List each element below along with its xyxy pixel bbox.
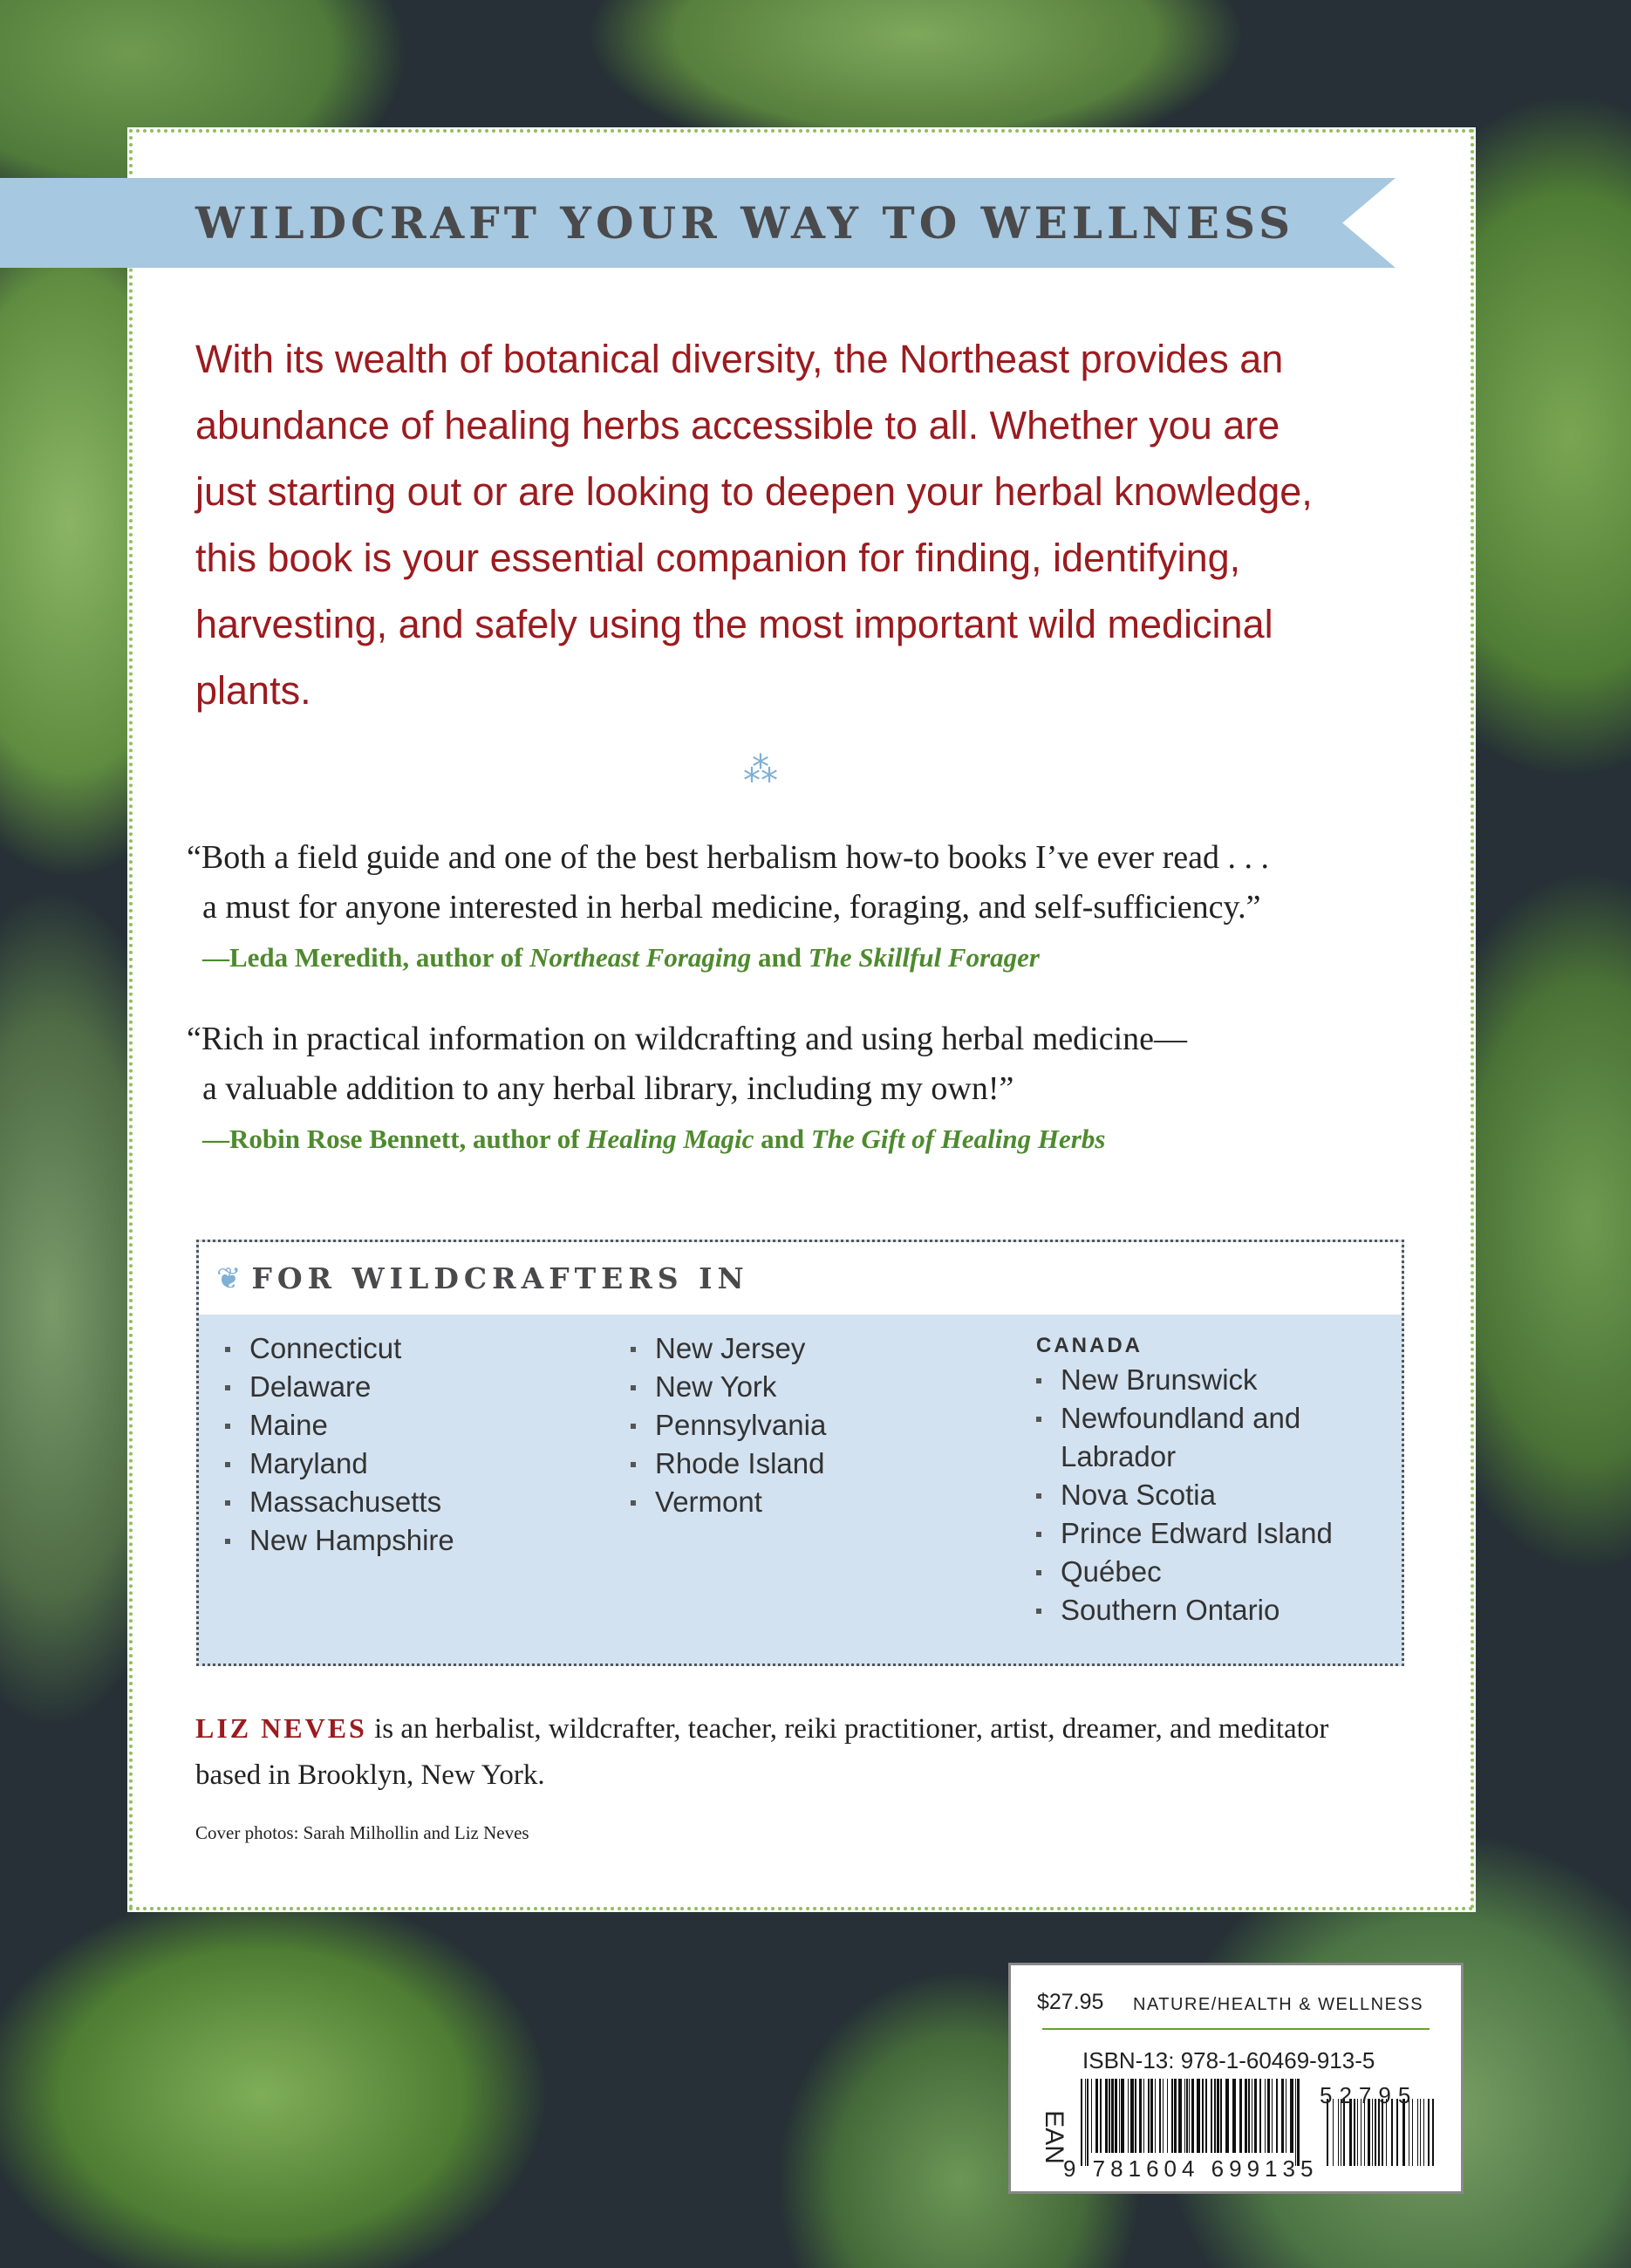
region-item: Rhode Island bbox=[631, 1445, 826, 1483]
barcode-bar bbox=[1178, 2079, 1182, 2153]
bio-text: is an herbalist, wildcrafter, teacher, reiki practitioner, artist, dreamer, and meditator based in Brooklyn, New York. bbox=[195, 1713, 1329, 1791]
barcode-bar bbox=[1139, 2079, 1142, 2153]
region-item: Nova Scotia bbox=[1036, 1476, 1333, 1514]
addon-bar bbox=[1428, 2099, 1430, 2166]
barcode-bar bbox=[1295, 2079, 1296, 2166]
region-item: Massachusetts bbox=[225, 1483, 454, 1521]
barcode-bar bbox=[1211, 2079, 1212, 2153]
barcode-bar bbox=[1297, 2079, 1300, 2166]
barcode-bar bbox=[1087, 2079, 1088, 2166]
region-item: Prince Edward Island bbox=[1036, 1514, 1333, 1553]
barcode-bar bbox=[1191, 2079, 1194, 2153]
barcode-bar bbox=[1174, 2079, 1177, 2153]
regions-title: FOR WILDCRAFTERS IN bbox=[251, 1261, 749, 1295]
barcode-bar bbox=[1163, 2079, 1164, 2153]
barcode-bar bbox=[1135, 2079, 1136, 2153]
region-item: Connecticut bbox=[225, 1329, 454, 1368]
addon-bar bbox=[1432, 2099, 1434, 2166]
barcode-bar bbox=[1197, 2079, 1200, 2153]
barcode-bar bbox=[1220, 2079, 1222, 2153]
divider bbox=[1042, 2028, 1430, 2030]
barcode-bar bbox=[1148, 2079, 1150, 2153]
fleur-icon: ⁂ bbox=[743, 751, 778, 789]
region-item: New York bbox=[631, 1368, 826, 1406]
barcode-bar bbox=[1276, 2079, 1278, 2153]
author-name: LIZ NEVES bbox=[195, 1712, 367, 1744]
barcode-bar bbox=[1085, 2079, 1086, 2166]
addon-digits: 52795 bbox=[1320, 2082, 1418, 2108]
barcode-label bbox=[1008, 1963, 1464, 2194]
barcode-bar bbox=[1205, 2079, 1207, 2153]
canada-label: CANADA bbox=[1036, 1334, 1143, 1357]
regions-box bbox=[196, 1240, 1404, 1666]
quote-attribution bbox=[187, 1114, 1408, 1164]
barcode-bar bbox=[1184, 2079, 1185, 2153]
barcode-bar bbox=[1217, 2079, 1219, 2153]
quote-attribution bbox=[187, 932, 1408, 982]
barcode-bar bbox=[1171, 2079, 1173, 2153]
barcode-bar bbox=[1272, 2079, 1273, 2153]
quote-line: a must for anyone interested in herbal medicine, foraging, and self-sufficiency.” bbox=[202, 889, 1261, 926]
barcode-digits: 9 781604 699135 bbox=[1063, 2155, 1319, 2182]
attr-text: and bbox=[751, 942, 809, 973]
barcode-bar bbox=[1109, 2079, 1110, 2153]
barcode-bar bbox=[1155, 2079, 1156, 2153]
barcode-bar bbox=[1100, 2079, 1102, 2153]
barcode-bar bbox=[1159, 2079, 1161, 2153]
book-title: Northeast Foraging bbox=[529, 942, 752, 973]
category: NATURE/HEALTH & WELLNESS bbox=[1133, 1995, 1424, 2014]
region-item: Maryland bbox=[225, 1445, 454, 1483]
barcode-bar bbox=[1128, 2079, 1129, 2153]
barcode-bar bbox=[1245, 2079, 1247, 2153]
quote-line: “Both a field guide and one of the best herbalism how-to books I’ve ever read . . . bbox=[187, 839, 1269, 876]
barcode-bar bbox=[1081, 2079, 1082, 2166]
barcode-bar bbox=[1259, 2079, 1261, 2153]
region-item: Newfoundland and bbox=[1036, 1399, 1333, 1438]
banner-title: WILDCRAFT YOUR WAY TO WELLNESS bbox=[195, 197, 1295, 249]
barcode-bar bbox=[1267, 2079, 1270, 2153]
region-item: New Brunswick bbox=[1036, 1361, 1333, 1399]
quote-line: “Rich in practical information on wildcrafting and using herbal medicine— bbox=[187, 1021, 1188, 1057]
barcode-bar bbox=[1119, 2079, 1120, 2153]
barcode-bar bbox=[1290, 2079, 1293, 2153]
quote-1 bbox=[187, 833, 1408, 982]
barcode-bar bbox=[1130, 2079, 1134, 2153]
regions-column-1 bbox=[225, 1329, 454, 1560]
quote-line: a valuable addition to any herbal library, including my own!” bbox=[202, 1070, 1014, 1107]
region-item: Delaware bbox=[225, 1368, 454, 1406]
attr-text: —Robin Rose Bennett, author of bbox=[202, 1124, 587, 1154]
barcode-bar bbox=[1232, 2079, 1236, 2153]
barcode-bar bbox=[1167, 2079, 1168, 2153]
attr-text: and bbox=[754, 1124, 811, 1154]
isbn: ISBN-13: 978-1-60469-913-5 bbox=[1082, 2047, 1375, 2073]
barcode-bar bbox=[1254, 2079, 1257, 2153]
barcode-bar bbox=[1281, 2079, 1284, 2153]
regions-header bbox=[199, 1242, 1402, 1315]
region-item: Labrador bbox=[1061, 1440, 1177, 1472]
barcode-bar bbox=[1189, 2079, 1190, 2153]
barcode-bar bbox=[1111, 2079, 1114, 2153]
barcode-bar bbox=[1225, 2079, 1229, 2153]
barcode-bar bbox=[1239, 2079, 1242, 2153]
author-bio bbox=[195, 1705, 1329, 1799]
barcode-bar bbox=[1105, 2079, 1108, 2153]
barcode-bar bbox=[1091, 2079, 1092, 2153]
intro-paragraph: With its wealth of botanical diversity, the Northeast provides an abundance of healing herbs accessible to all. Whether you are just starting out or are looking to deepen your herbal knowledge, this book is your essential companion for finding, identifying, harvesting, and safely using the most important wild medicinal plants. bbox=[195, 337, 1313, 713]
region-item: New Hampshire bbox=[225, 1521, 454, 1560]
quote-2 bbox=[187, 1014, 1408, 1164]
region-item: Southern Ontario bbox=[1036, 1591, 1333, 1629]
barcode-bar bbox=[1095, 2079, 1098, 2153]
region-item: Vermont bbox=[631, 1483, 826, 1521]
barcode-bar bbox=[1121, 2079, 1124, 2153]
barcode-bar bbox=[1214, 2079, 1216, 2153]
addon-bar bbox=[1420, 2099, 1421, 2166]
addon-bar bbox=[1423, 2099, 1424, 2166]
ean-label: EAN bbox=[1039, 2110, 1068, 2164]
droplet-icon: ❦ bbox=[216, 1261, 242, 1295]
barcode-bar bbox=[1248, 2079, 1250, 2153]
region-item: New Jersey bbox=[631, 1329, 826, 1368]
attr-text: —Leda Meredith, author of bbox=[202, 942, 530, 973]
barcode-bar bbox=[1202, 2079, 1204, 2153]
photo-credit: Cover photos: Sarah Milhollin and Liz Neves bbox=[195, 1822, 529, 1843]
region-item: Québec bbox=[1036, 1553, 1333, 1591]
barcode-bar bbox=[1150, 2079, 1153, 2153]
book-title: The Gift of Healing Herbs bbox=[810, 1124, 1106, 1154]
region-item: Pennsylvania bbox=[631, 1406, 826, 1445]
barcode-bar bbox=[1186, 2079, 1188, 2153]
regions-column-canada bbox=[1036, 1322, 1333, 1629]
barcode-bar bbox=[1115, 2079, 1117, 2153]
price: $27.95 bbox=[1037, 1990, 1104, 2014]
region-item: Maine bbox=[225, 1406, 454, 1445]
book-title: The Skillful Forager bbox=[808, 942, 1040, 973]
barcode-bar bbox=[1265, 2079, 1266, 2153]
barcode-bar bbox=[1143, 2079, 1144, 2153]
regions-column-2 bbox=[631, 1329, 826, 1521]
book-title: Healing Magic bbox=[586, 1124, 754, 1154]
